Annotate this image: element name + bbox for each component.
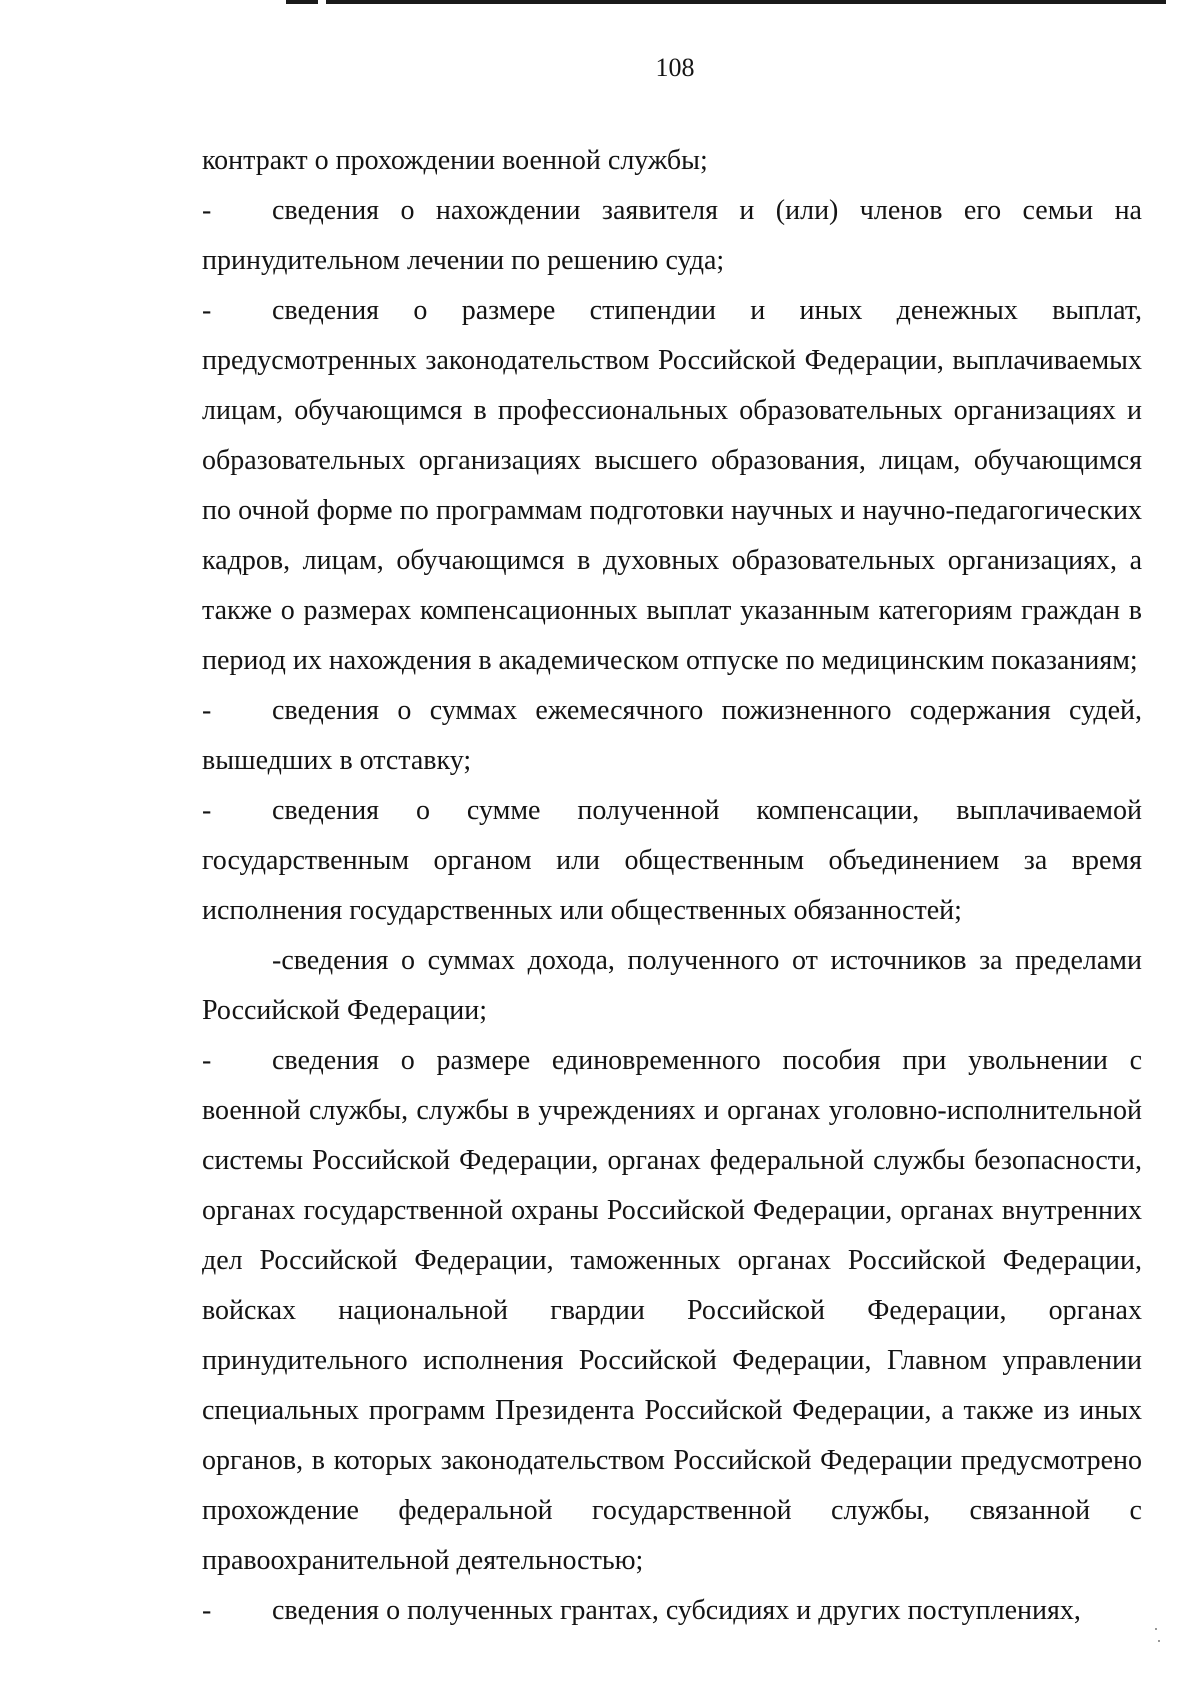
list-item	[202, 686, 1142, 786]
list-item	[202, 786, 1142, 936]
page-number: 108	[655, 53, 695, 82]
dash-marker: -	[202, 195, 212, 226]
scan-artifact	[1158, 1640, 1160, 1642]
list-item-text: сведения о полученных грантах, субсидиях и других поступлениях,	[272, 1595, 1081, 1626]
list-item-text: сведения о размере стипендии и иных денежных выплат, предусмотренных законодательством Российской Федерации, выплачиваемых лицам, обучающимся в профессиональных образовательных организациях и образовательных организациях высшего образования, лицам, обучающимся по очной форме по программам подготовки научных и научно-педагогических кадров, лицам, обучающимся в духовных образовательных организациях, а также о размерах компенсационных выплат указанным категориям граждан в период их нахождения в академическом отпуске по медицинским показаниям;	[202, 295, 1142, 676]
dash-marker: -	[202, 1045, 212, 1076]
list-item-text: сведения о размере единовременного пособия при увольнении с военной службы, службы в учреждениях и органах уголовно-исполнительной системы Российской Федерации, органах федеральной службы безопасности, органах государственной охраны Российской Федерации, органах внутренних дел Российской Федерации, таможенных органах Российской Федерации, войсках национальной гвардии Российской Федерации, органах принудительного исполнения Российской Федерации, Главном управлении специальных программ Президента Российской Федерации, а также из иных органов, в которых законодательством Российской Федерации предусмотрено прохождение федеральной государственной службы, связанной с правоохранительной деятельностью;	[202, 1045, 1142, 1576]
list-item	[202, 1036, 1142, 1586]
top-border-line	[286, 0, 1166, 4]
list-item	[202, 186, 1142, 286]
paragraph-text: контракт о прохождении военной службы;	[202, 145, 708, 176]
list-item	[202, 286, 1142, 686]
dash-marker: -	[202, 695, 212, 726]
dash-marker: -	[202, 295, 212, 326]
top-border-gap	[318, 0, 326, 4]
list-item-indented	[202, 936, 1142, 1036]
list-item-text: сведения о сумме полученной компенсации, выплачиваемой государственным органом или общественным объединением за время исполнения государственных или общественных обязанностей;	[202, 795, 1142, 926]
dash-marker: -	[202, 1595, 212, 1626]
scan-artifact	[1155, 1628, 1157, 1630]
list-item-text: сведения о суммах ежемесячного пожизненного содержания судей, вышедших в отставку;	[202, 695, 1142, 776]
list-item-text: -сведения о суммах дохода, полученного от источников за пределами Российской Федерации;	[202, 945, 1142, 1026]
document-body	[202, 136, 1142, 1636]
list-item	[202, 1586, 1142, 1636]
list-item-text: сведения о нахождении заявителя и (или) членов его семьи на принудительном лечении по решению суда;	[202, 195, 1142, 276]
dash-marker: -	[202, 795, 212, 826]
paragraph-continuation	[202, 136, 1142, 186]
